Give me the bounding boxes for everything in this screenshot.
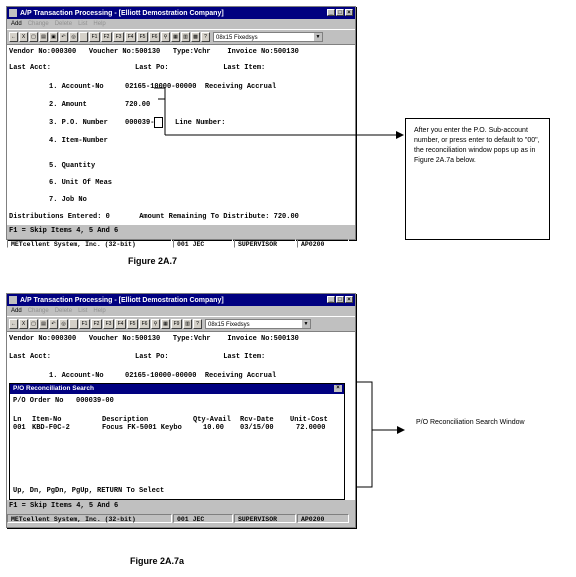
bottom-app-window xyxy=(6,293,356,528)
status-company: METcellent System, Inc. (32-bit) xyxy=(7,514,172,523)
close-button[interactable]: × xyxy=(345,296,353,303)
popup-footer: Up, Dn, PgDn, PgUp, RETURN To Select xyxy=(13,487,165,495)
field-label: 7. Job No xyxy=(49,196,87,204)
window-title: A/P Transaction Processing - [Elliott Demostration Company] xyxy=(20,296,224,304)
menu-list[interactable]: List xyxy=(78,308,88,314)
status-bar xyxy=(7,512,355,524)
back-icon[interactable]: ← xyxy=(11,321,16,327)
f1-key[interactable]: F1 xyxy=(79,319,90,329)
status-program: AP0200 xyxy=(297,239,349,248)
callout2-text: P/O Reconciliation Search Window xyxy=(416,419,525,426)
field-value[interactable]: 02165-10000-00000 Receiving Accrual xyxy=(125,372,277,380)
search-icon[interactable]: ⚲ xyxy=(161,32,170,42)
help-icon[interactable]: ? xyxy=(201,32,210,42)
font-select-value: 08x15 Fixedsys xyxy=(216,35,258,41)
maximize-button[interactable]: □ xyxy=(336,9,344,16)
line-number-label: Line Number: xyxy=(175,119,226,127)
col-description: Description xyxy=(102,416,149,424)
menu-help[interactable]: Help xyxy=(93,21,106,27)
row-rcv-date: 03/15/00 xyxy=(240,424,274,432)
minimize-button[interactable]: _ xyxy=(327,296,335,303)
back-icon[interactable]: ← xyxy=(11,34,16,40)
copy-icon[interactable]: ▢ xyxy=(29,319,38,329)
undo-icon[interactable]: ↶ xyxy=(49,319,58,329)
row-unit-cost: 72.0000 xyxy=(296,424,326,432)
cut-icon[interactable]: X xyxy=(19,319,28,329)
menu-change[interactable]: Change xyxy=(27,21,49,27)
calc-icon[interactable]: ▥ xyxy=(181,32,190,42)
chevron-down-icon[interactable]: ▼ xyxy=(303,321,309,327)
popup-title-bar[interactable] xyxy=(10,384,344,394)
close-button[interactable]: × xyxy=(345,9,353,16)
f5-key[interactable]: F5 xyxy=(137,32,148,42)
field-label: 5. Quantity xyxy=(49,162,96,170)
blank-icon[interactable] xyxy=(69,319,78,329)
f9-key[interactable]: F9 xyxy=(171,319,182,329)
f4-key[interactable]: F4 xyxy=(125,32,136,42)
hint-line: F1 = Skip Items 4, 5 And 6 xyxy=(9,502,119,510)
field-label: 1. Account-No xyxy=(49,83,104,91)
search-icon[interactable]: ⚲ xyxy=(151,319,160,329)
toolbar xyxy=(7,316,355,332)
po-number-field[interactable]: 000039- xyxy=(125,119,155,127)
status-company: METcellent System, Inc. (32-bit) xyxy=(7,239,172,248)
field-value[interactable]: 02165-10000-00000 Receiving Accrual xyxy=(125,83,277,91)
popup-title: P/O Reconciliation Search xyxy=(13,385,94,392)
menu-add[interactable]: Add xyxy=(11,21,22,27)
doc-icon[interactable]: ▦ xyxy=(171,32,180,42)
terminal-screen xyxy=(7,332,355,500)
bottom-title-bar[interactable] xyxy=(7,294,355,306)
status-program: AP0200 xyxy=(297,514,349,523)
header-line: Vendor No:000300 Voucher No:500130 Type:Vchr Invoice No:500130 xyxy=(9,48,299,56)
status-role: SUPERVISOR xyxy=(234,239,296,248)
help-icon[interactable]: ? xyxy=(193,319,202,329)
paste-icon[interactable]: ▤ xyxy=(39,319,48,329)
cut-icon[interactable]: X xyxy=(19,32,28,42)
status-role: SUPERVISOR xyxy=(234,514,296,523)
field-label: 4. Item-Number xyxy=(49,137,108,145)
last-line: Last Acct: Last Po: Last Item: xyxy=(9,64,266,72)
row-description: Focus FK-5001 Keybo xyxy=(102,424,182,432)
po-reconciliation-popup xyxy=(9,383,345,500)
f1-key[interactable]: F1 xyxy=(89,32,100,42)
field-label: 2. Amount xyxy=(49,101,87,109)
calc-icon[interactable]: ▥ xyxy=(183,319,192,329)
menu-help[interactable]: Help xyxy=(93,308,106,314)
stop-icon[interactable]: ◎ xyxy=(59,319,68,329)
status-user: 001 JEC xyxy=(173,239,233,248)
col-ln: Ln xyxy=(13,416,22,424)
window-title: A/P Transaction Processing - [Elliott Demostration Company] xyxy=(20,9,224,17)
hint-area xyxy=(7,500,355,512)
menu-add[interactable]: Add xyxy=(11,308,22,314)
doc-icon[interactable]: ▦ xyxy=(161,319,170,329)
menu-bar xyxy=(7,306,355,316)
hint-line: F1 = Skip Items 4, 5 And 6 xyxy=(9,227,119,235)
col-unit-cost: Unit-Cost xyxy=(290,416,328,424)
stop-icon[interactable]: ◎ xyxy=(69,32,78,42)
menu-list[interactable]: List xyxy=(78,21,88,27)
row-item-no: KBD-F0C-2 xyxy=(32,424,70,432)
f6-key[interactable]: F6 xyxy=(149,32,160,42)
paste-icon[interactable]: ▤ xyxy=(39,32,48,42)
app-icon xyxy=(9,296,17,304)
field-label: 6. Unit Of Meas xyxy=(49,179,113,187)
col-rcv-date: Rcv-Date xyxy=(240,416,274,424)
row-ln: 001 xyxy=(13,424,26,432)
font-select[interactable] xyxy=(205,319,311,329)
field-value[interactable]: 720.00 xyxy=(125,101,151,109)
row-qty-avail: 10.00 xyxy=(203,424,225,432)
chevron-down-icon[interactable]: ▼ xyxy=(315,34,321,40)
f3-key[interactable]: F3 xyxy=(113,32,124,42)
minimize-button[interactable]: _ xyxy=(327,9,335,16)
distributions-line: Distributions Entered: 0 Amount Remaining To Distribute: 720.00 xyxy=(9,213,299,221)
callout-text: After you enter the P.O. Sub-account number, or press enter to default to "00", the reconciliation window pops up as in Figure 2A.7a below. xyxy=(414,127,540,164)
menu-delete[interactable]: Delete xyxy=(54,21,73,27)
f2-key[interactable]: F2 xyxy=(91,319,102,329)
col-item-no: Item-No xyxy=(32,416,62,424)
field-label: 1. Account-No xyxy=(49,372,104,380)
copy-icon[interactable]: ▢ xyxy=(29,32,38,42)
maximize-button[interactable]: □ xyxy=(336,296,344,303)
f6-key[interactable]: F6 xyxy=(139,319,150,329)
field-label: 3. P.O. Number xyxy=(49,119,108,127)
table-row[interactable] xyxy=(10,424,344,434)
f4-key[interactable]: F4 xyxy=(115,319,126,329)
figure-caption-top: Figure 2A.7 xyxy=(128,256,178,266)
callout-box xyxy=(405,118,550,240)
figure-caption-bottom: Figure 2A.7a xyxy=(130,556,185,566)
header-line: Vendor No:000300 Voucher No:500130 Type:Vchr Invoice No:500130 xyxy=(9,335,299,343)
po-order-line: P/O Order No 000039-00 xyxy=(13,397,114,405)
f5-key[interactable]: F5 xyxy=(127,319,138,329)
font-select-value: 08x15 Fixedsys xyxy=(208,322,250,328)
f3-key[interactable]: F3 xyxy=(103,319,114,329)
menu-change[interactable]: Change xyxy=(27,308,49,314)
col-qty-avail: Qty-Avail xyxy=(193,416,231,424)
menu-delete[interactable]: Delete xyxy=(54,308,73,314)
last-line: Last Acct: Last Po: Last Item: xyxy=(9,353,266,361)
grid-icon[interactable]: ▩ xyxy=(191,32,200,42)
f2-key[interactable]: F2 xyxy=(101,32,112,42)
status-user: 001 JEC xyxy=(173,514,233,523)
close-icon[interactable]: × xyxy=(334,385,342,392)
print-icon[interactable]: ▣ xyxy=(49,32,58,42)
undo-icon[interactable]: ↶ xyxy=(59,32,68,42)
